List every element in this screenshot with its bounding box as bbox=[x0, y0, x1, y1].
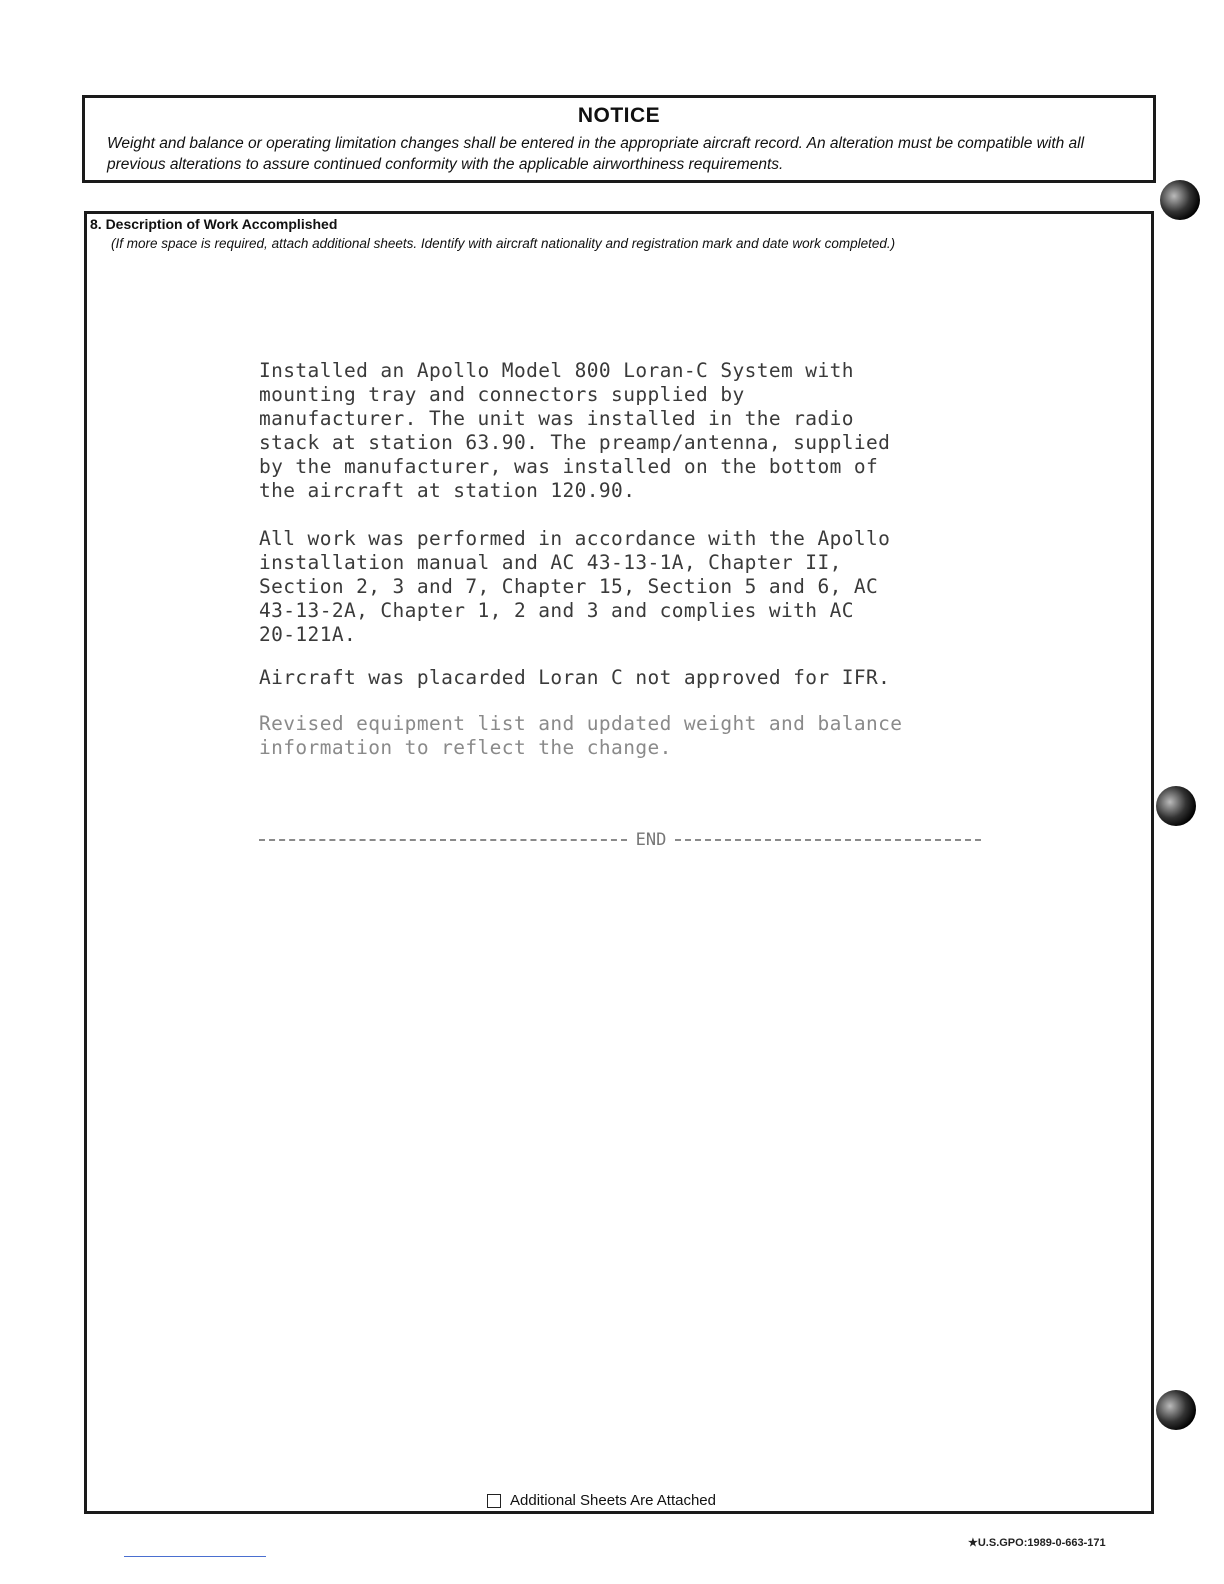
punch-hole-icon bbox=[1156, 1390, 1196, 1430]
print-code: ★U.S.GPO:1989-0-663-171 bbox=[968, 1537, 1106, 1549]
footer-rule bbox=[124, 1556, 266, 1557]
end-dash-left bbox=[259, 839, 627, 841]
notice-title: NOTICE bbox=[577, 104, 661, 127]
additional-sheets-checkbox[interactable] bbox=[487, 1494, 501, 1508]
punch-hole-icon bbox=[1156, 786, 1196, 826]
work-paragraph: Installed an Apollo Model 800 Loran-C System with mounting tray and connectors supplied by manufacturer. The unit was installed in the radio stack at station 63.90. The preamp/antenna, supplied by the manufacturer, was installed on the bottom of the aircraft at station 120.90. bbox=[259, 359, 891, 502]
additional-sheets[interactable] bbox=[487, 1492, 716, 1509]
work-paragraph: Aircraft was placarded Loran C not approved for IFR. bbox=[259, 666, 891, 689]
end-dash-right bbox=[675, 839, 981, 841]
work-description-box bbox=[84, 211, 1154, 1514]
work-paragraph: All work was performed in accordance with the Apollo installation manual and AC 43-13-1A, Chapter II, Section 2, 3 and 7, Chapter 15, Section 5 and 6, AC 43-13-2A, Chapter 1, 2 and 3 and complies with AC 20-121A. bbox=[259, 527, 891, 646]
section-heading: 8. Description of Work Accomplished bbox=[90, 216, 338, 232]
work-paragraph: Revised equipment list and updated weight and balance information to reflect the change. bbox=[259, 712, 903, 759]
notice-text: Weight and balance or operating limitation changes shall be entered in the appropriate aircraft record. An alteration must be compatible with all previous alterations to assure continued conformity with the applicable airworthiness requirements. bbox=[107, 135, 1085, 173]
end-label: END bbox=[635, 830, 667, 850]
section-instructions: (If more space is required, attach additional sheets. Identify with aircraft nationality and registration mark and date work completed.) bbox=[111, 236, 896, 251]
punch-hole-icon bbox=[1160, 180, 1200, 220]
end-marker bbox=[259, 830, 1019, 850]
notice-box bbox=[82, 95, 1156, 183]
additional-sheets-label: Additional Sheets Are Attached bbox=[510, 1492, 716, 1509]
